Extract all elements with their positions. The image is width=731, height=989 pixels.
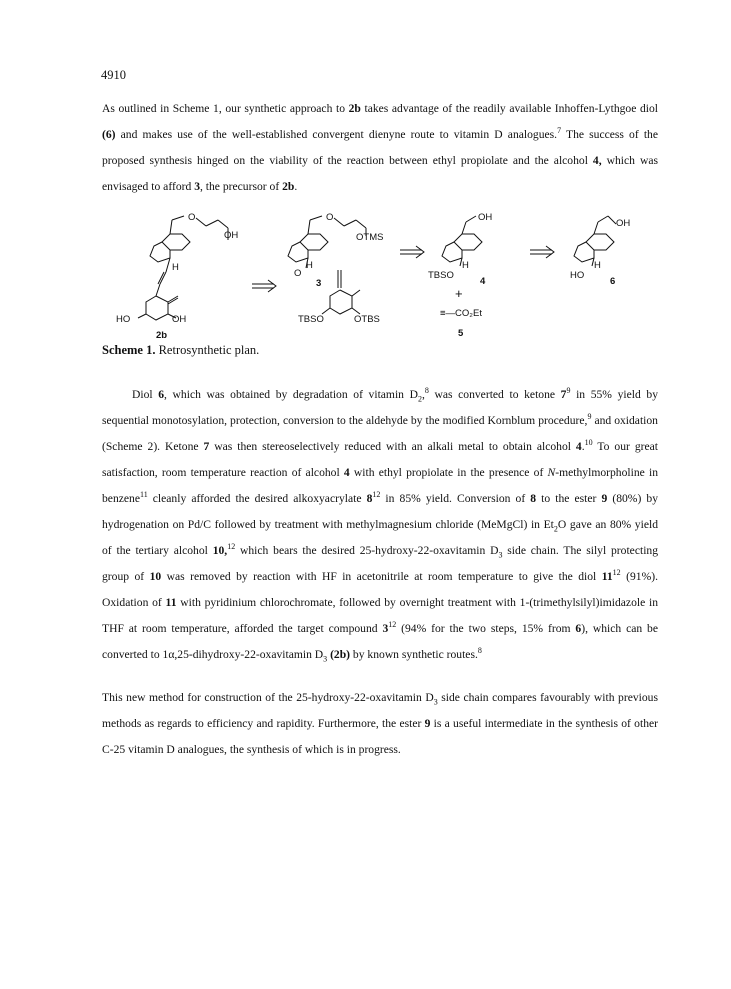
h-label-3: H: [306, 260, 313, 271]
compound-6-structure: [570, 216, 630, 287]
compound-label-2b: 2b: [156, 330, 168, 341]
ethyl-propiolate-label: ≡—CO₂Et: [440, 308, 482, 319]
otbs-label: OTBS: [354, 314, 380, 325]
compound-label-4: 4: [480, 276, 486, 287]
retro-arrow-3: [530, 246, 554, 258]
retro-arrow-2: [400, 246, 424, 258]
compound-3-structure: [288, 212, 383, 325]
oh-label-2: OH: [172, 314, 187, 325]
oh-label-4: OH: [478, 212, 493, 223]
oh-label: OH: [224, 230, 239, 241]
tbso-label-4: TBSO: [428, 270, 454, 281]
oh-label-6: OH: [616, 218, 631, 229]
o-label: O: [188, 212, 196, 223]
plus-sign: +: [455, 286, 463, 301]
ho-label-6: HO: [570, 270, 585, 281]
conclusion-paragraph: This new method for construction of the 25-hydroxy-22-oxavitamin $D_3$ side chain compares favourably with previous methods as regards to efficiency and rapidity. Furthermore, the ester 9 is a useful intermediate in the synthesis of other C-25 vitamin D analogues, the synthesis of which is in progress.: [102, 691, 658, 756]
scheme-caption: Scheme 1. Retrosynthetic plan.: [102, 343, 260, 357]
retro-arrow-1: [252, 280, 276, 292]
o-label-3: O: [326, 212, 334, 223]
synthesis-paragraph: Diol 6, which was obtained by degradation of vitamin $D_2,^8$ was converted to ketone $7^9$ in 55% yield by sequential monotosylation, protection, conversion to the aldehyde by the modified Kornblum procedure,$^9$ and oxidation (Scheme 2). Ketone 7 was then stereoselectively reduced with an alkali metal to obtain alcohol 4.10 To our great satisfaction, room temperature reaction of alcohol 4 with ethyl propiolate in the presence of N-methylmorpholine in benzene$^{11}$ cleanly afforded the desired alkoxyacrylate $8^{12}$ in 85% yield. Conversion of 8 to the ester 9 (80%) by hydrogenation on Pd/C followed by treatment with methylmagnesium chloride (MeMgCl) in $Et_2O$ gave an 80% yield of the tertiary alcohol 10,12 which bears the desired 25-hydroxy-22-oxavitamin $D_3$ side chain. The silyl protecting group of 10 was removed by reaction with HF in acetonitrile at room temperature to give the diol $11^{12}$ (91%). Oxidation of 11 with pyridinium chlorochromate, followed by overnight treatment with 1-(trimethylsilyl)imidazole in THF at room temperature, afforded the target compound $3^{12}$ (94% for the two steps, 15% from 6), which can be converted to 1α,25-dihydroxy-22-oxavitamin $D_3$ (2b) by known synthetic routes.$^8$: [102, 386, 659, 664]
compound-4-structure: [428, 212, 492, 339]
compound-2b-structure: [116, 212, 238, 341]
h-label-4: H: [462, 260, 469, 271]
otms-label: OTMS: [356, 232, 384, 243]
h-label: H: [172, 262, 179, 273]
tbso-label: TBSO: [298, 314, 324, 325]
compound-label-5: 5: [458, 328, 464, 339]
page-number: 4910: [101, 68, 126, 82]
intro-paragraph: As outlined in Scheme 1, our synthetic approach to 2b takes advantage of the readily available Inhoffen-Lythgoe diol (6) and makes use of the well-established convergent dienyne route to vitamin D analogues.$^7$ The success of the proposed synthesis hinged on the viability of the reaction between ethyl propiolate and the alcohol 4, which was envisaged to afford 3, the precursor of 2b.: [102, 102, 659, 193]
ho-label: HO: [116, 314, 131, 325]
compound-label-6: 6: [610, 276, 616, 287]
compound-label-3: 3: [316, 278, 322, 289]
o-label-ketone: O: [294, 268, 302, 279]
retrosynthetic-scheme: [110, 212, 670, 342]
h-label-6: H: [594, 260, 601, 271]
